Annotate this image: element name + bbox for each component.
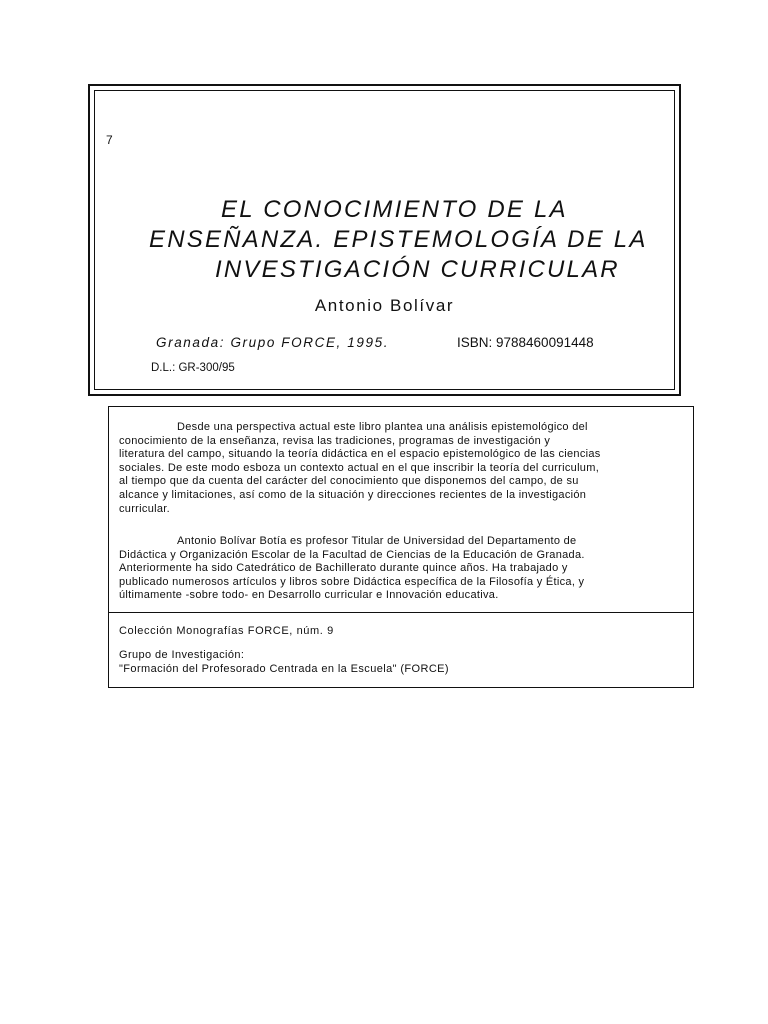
book-title: [131, 195, 648, 285]
text-line: publicado numerosos artículos y libros sobre Didáctica específica de la Filosofía y Ética, y: [119, 575, 585, 588]
group-label: Grupo de Investigación:: [119, 649, 245, 661]
research-group: [119, 649, 449, 676]
page-number: 7: [106, 133, 113, 147]
author-name: Antonio Bolívar: [314, 296, 455, 315]
group-name: "Formación del Profesorado Centrada en la Escuela" (FORCE): [119, 662, 449, 675]
isbn: ISBN: 9788460091448: [457, 335, 594, 350]
title-line-1: EL CONOCIMIENTO DE LA: [221, 196, 568, 223]
legal-deposit: D.L.: GR-300/95: [151, 362, 235, 374]
text-line: últimamente -sobre todo- en Desarrollo curricular e Innovación educativa.: [119, 589, 499, 602]
publication-info: Granada: Grupo FORCE, 1995.: [156, 335, 390, 350]
collection-info: Colección Monografías FORCE, núm. 9: [119, 625, 334, 637]
text-line: conocimiento de la enseñanza, revisa las tradiciones, programas de investigación y: [119, 434, 551, 447]
text-line: curricular.: [119, 502, 170, 515]
abstract-paragraph: [119, 421, 683, 516]
abstract-box: [108, 406, 694, 688]
cover-frame: [88, 84, 681, 396]
text-line: Desde una perspectiva actual este libro plantea una análisis epistemológico del: [177, 421, 588, 433]
text-line: Didáctica y Organización Escolar de la Facultad de Ciencias de la Educación de Granada.: [119, 548, 585, 561]
text-line: sociales. De este modo esboza un contexto actual en el que inscribir la teoría del curriculum,: [119, 461, 600, 474]
cover-inner-frame: [94, 90, 675, 390]
author-bio-paragraph: [119, 535, 683, 603]
title-line-2: ENSEÑANZA. EPISTEMOLOGÍA DE LA: [149, 226, 648, 253]
text-line: literatura del campo, situando la teoría didáctica en el espacio epistemológico de las ciencias: [119, 448, 601, 461]
text-line: Anteriormente ha sido Catedrático de Bachillerato durante quince años. Ha trabajado y: [119, 562, 568, 575]
title-line-3: INVESTIGACIÓN CURRICULAR: [215, 256, 620, 283]
abstract-section: [109, 407, 693, 613]
text-line: al tiempo que da cuenta del carácter del conocimiento que disponemos del campo, de su: [119, 475, 579, 488]
text-line: alcance y limitaciones, así como de la situación y direcciones recientes de la investigación: [119, 488, 587, 501]
text-line: Antonio Bolívar Botía es profesor Titular de Universidad del Departamento de: [177, 535, 577, 547]
